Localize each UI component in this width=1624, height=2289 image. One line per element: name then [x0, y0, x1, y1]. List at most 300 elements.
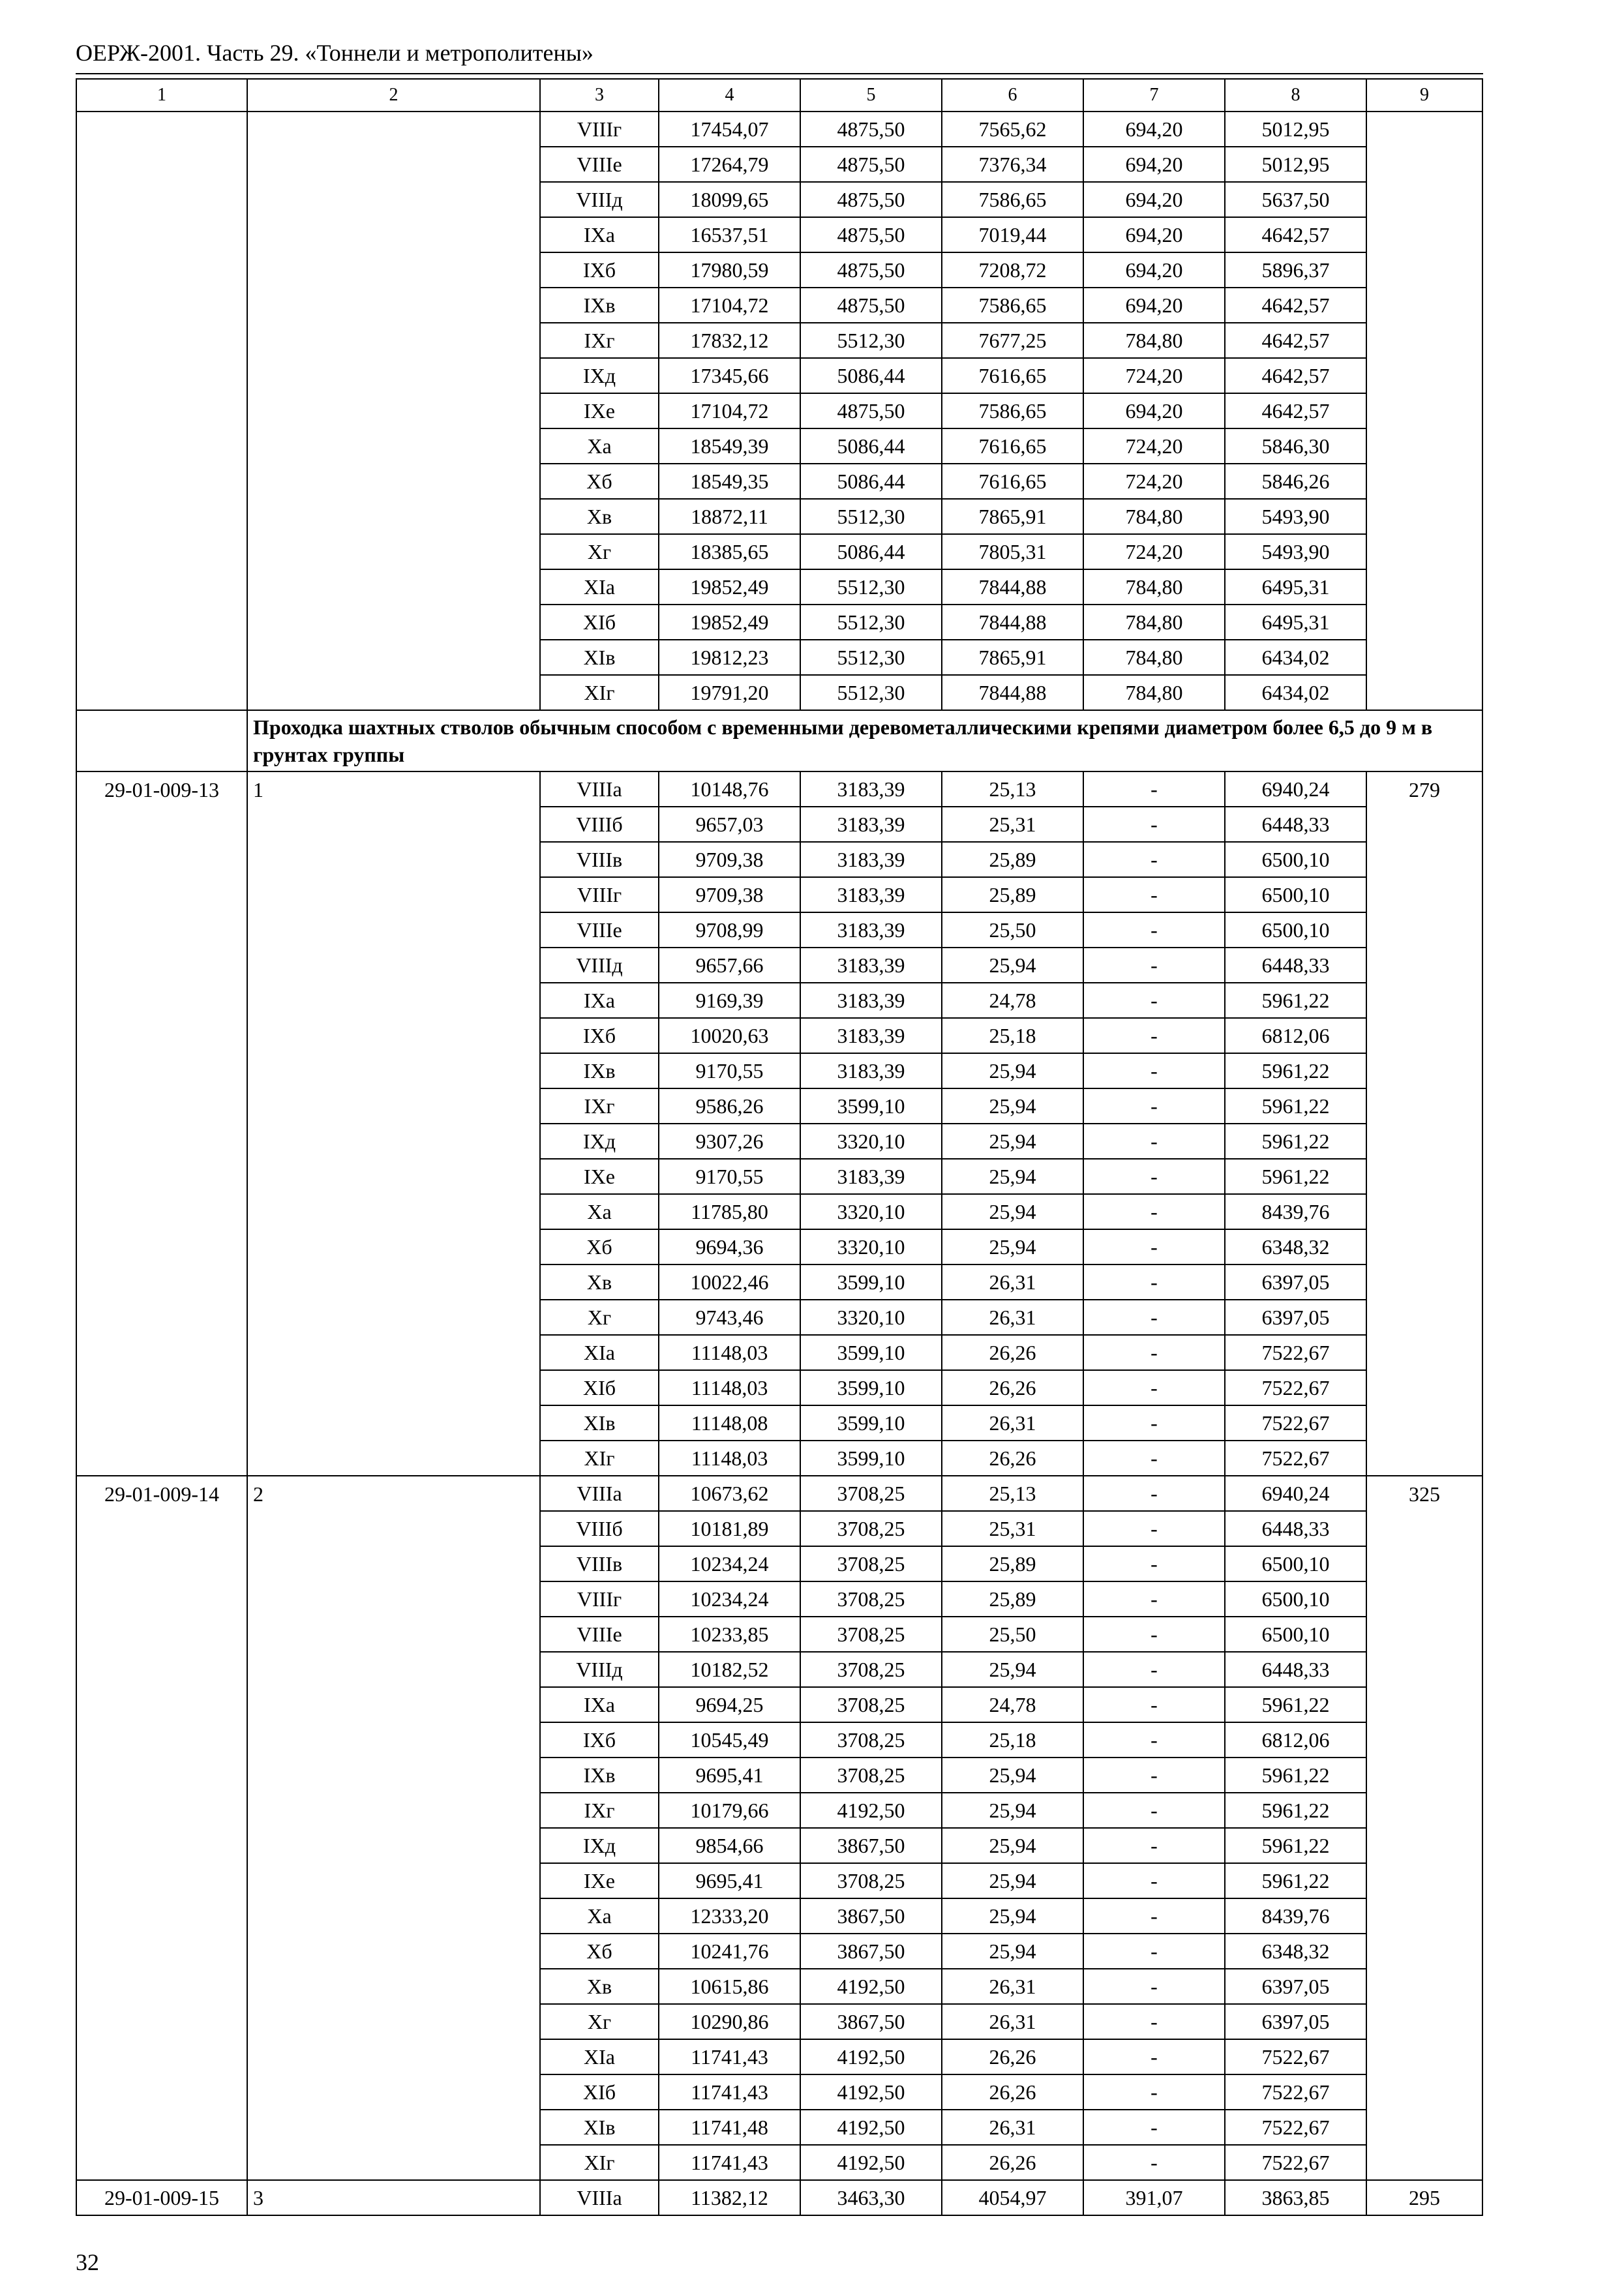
- value-col8: 6495,31: [1225, 605, 1366, 640]
- empty-cell: [1366, 1335, 1482, 1370]
- empty-cell: [1366, 2145, 1482, 2180]
- value-col7: 784,80: [1083, 569, 1225, 605]
- empty-cell: [76, 2004, 247, 2039]
- value-col8: 5493,90: [1225, 534, 1366, 569]
- value-col4: 9709,38: [659, 842, 800, 877]
- value-col8: 4642,57: [1225, 358, 1366, 393]
- empty-cell: [247, 112, 540, 147]
- value-col5: 4875,50: [800, 112, 942, 147]
- soil-group: VIIIд: [540, 948, 659, 983]
- soil-group: Xб: [540, 1934, 659, 1969]
- empty-cell: [1366, 1687, 1482, 1722]
- value-col6: 7019,44: [942, 217, 1083, 252]
- value-col6: 7616,65: [942, 464, 1083, 499]
- soil-group: IXа: [540, 1687, 659, 1722]
- value-col8: 7522,67: [1225, 1441, 1366, 1476]
- column-number: 5: [800, 79, 942, 112]
- value-col5: 5512,30: [800, 605, 942, 640]
- soil-group: XIа: [540, 2039, 659, 2074]
- value-col4: 9586,26: [659, 1088, 800, 1124]
- value-col4: 10179,66: [659, 1793, 800, 1828]
- empty-cell: [1366, 288, 1482, 323]
- value-col8: 6348,32: [1225, 1229, 1366, 1264]
- empty-cell: [1366, 428, 1482, 464]
- empty-cell: [1366, 807, 1482, 842]
- table-row: [76, 569, 1482, 605]
- empty-cell: [76, 1300, 247, 1335]
- empty-cell: [76, 1124, 247, 1159]
- rates-table: [76, 78, 1483, 2216]
- table-row: [76, 1124, 1482, 1159]
- value-col5: 4875,50: [800, 252, 942, 288]
- empty-cell: [76, 428, 247, 464]
- value-col4: 18549,39: [659, 428, 800, 464]
- empty-cell: [247, 1159, 540, 1194]
- table-row: [76, 1194, 1482, 1229]
- soil-group: IXб: [540, 1018, 659, 1053]
- value-col5: 3183,39: [800, 948, 942, 983]
- soil-group: VIIIв: [540, 842, 659, 877]
- soil-group: XIа: [540, 1335, 659, 1370]
- column-number: 6: [942, 79, 1083, 112]
- empty-cell: [1366, 2074, 1482, 2110]
- empty-cell: [247, 499, 540, 534]
- empty-cell: [1366, 2039, 1482, 2074]
- value-col7: -: [1083, 1405, 1225, 1441]
- empty-cell: [76, 710, 247, 771]
- empty-cell: [247, 1934, 540, 1969]
- soil-group: IXе: [540, 393, 659, 428]
- empty-cell: [1366, 1053, 1482, 1088]
- value-col4: 18872,11: [659, 499, 800, 534]
- value-col7: -: [1083, 1511, 1225, 1546]
- empty-cell: [1366, 1722, 1482, 1758]
- empty-cell: [76, 1793, 247, 1828]
- empty-cell: [76, 534, 247, 569]
- value-col7: 694,20: [1083, 147, 1225, 182]
- value-col7: -: [1083, 1898, 1225, 1934]
- empty-cell: [247, 1546, 540, 1581]
- empty-cell: [247, 147, 540, 182]
- value-col8: 6500,10: [1225, 1581, 1366, 1617]
- empty-cell: [1366, 534, 1482, 569]
- empty-cell: [1366, 1546, 1482, 1581]
- empty-cell: [247, 1863, 540, 1898]
- table-row: [76, 2180, 1482, 2215]
- empty-cell: [76, 912, 247, 948]
- value-col5: 3708,25: [800, 1546, 942, 1581]
- empty-cell: [247, 358, 540, 393]
- value-col8: 6940,24: [1225, 771, 1366, 807]
- table-row: [76, 147, 1482, 182]
- table-row: [76, 1863, 1482, 1898]
- value-col4: 9743,46: [659, 1300, 800, 1335]
- empty-cell: [247, 2110, 540, 2145]
- table-row: [76, 842, 1482, 877]
- empty-cell: [1366, 877, 1482, 912]
- value-col5: 3183,39: [800, 1159, 942, 1194]
- table-row: [76, 2145, 1482, 2180]
- value-col4: 17264,79: [659, 147, 800, 182]
- soil-group: VIIIб: [540, 807, 659, 842]
- empty-cell: [76, 182, 247, 217]
- empty-cell: [247, 2004, 540, 2039]
- empty-cell: [76, 1194, 247, 1229]
- empty-cell: [1366, 640, 1482, 675]
- value-col8: 6448,33: [1225, 807, 1366, 842]
- value-col5: 3320,10: [800, 1300, 942, 1335]
- empty-cell: [247, 1229, 540, 1264]
- empty-cell: [1366, 1898, 1482, 1934]
- value-col6: 25,94: [942, 1229, 1083, 1264]
- value-col4: 11148,03: [659, 1370, 800, 1405]
- value-col4: 10234,24: [659, 1546, 800, 1581]
- value-col7: -: [1083, 1159, 1225, 1194]
- value-col7: -: [1083, 1687, 1225, 1722]
- value-col4: 9307,26: [659, 1124, 800, 1159]
- column-number: 7: [1083, 79, 1225, 112]
- value-col8: 5846,30: [1225, 428, 1366, 464]
- empty-cell: [1366, 1159, 1482, 1194]
- value-col4: 18549,35: [659, 464, 800, 499]
- empty-cell: [247, 1969, 540, 2004]
- empty-cell: [1366, 1088, 1482, 1124]
- section-title-row: [76, 710, 1482, 771]
- value-col4: 17345,66: [659, 358, 800, 393]
- value-col5: 3183,39: [800, 912, 942, 948]
- empty-cell: [76, 393, 247, 428]
- soil-group: IXб: [540, 252, 659, 288]
- value-col5: 3867,50: [800, 1898, 942, 1934]
- value-col6: 25,50: [942, 912, 1083, 948]
- value-col7: -: [1083, 877, 1225, 912]
- value-col8: 6500,10: [1225, 1617, 1366, 1652]
- value-col4: 19791,20: [659, 675, 800, 710]
- value-col5: 3708,25: [800, 1511, 942, 1546]
- empty-cell: [76, 1617, 247, 1652]
- table-row: [76, 1476, 1482, 1511]
- value-col7: -: [1083, 1018, 1225, 1053]
- value-col4: 10020,63: [659, 1018, 800, 1053]
- value-col6: 25,31: [942, 1511, 1083, 1546]
- value-col4: 19852,49: [659, 569, 800, 605]
- value-col6: 26,26: [942, 2039, 1083, 2074]
- value-col7: 784,80: [1083, 323, 1225, 358]
- value-col5: 3708,25: [800, 1476, 942, 1511]
- value-col8: 6812,06: [1225, 1018, 1366, 1053]
- value-col7: -: [1083, 1300, 1225, 1335]
- value-col5: 5086,44: [800, 534, 942, 569]
- soil-group: XIв: [540, 640, 659, 675]
- empty-cell: [247, 675, 540, 710]
- value-col5: 3183,39: [800, 983, 942, 1018]
- soil-group: IXа: [540, 217, 659, 252]
- value-col8: 6397,05: [1225, 1300, 1366, 1335]
- empty-cell: [247, 2145, 540, 2180]
- empty-cell: [247, 842, 540, 877]
- value-col5: 3320,10: [800, 1124, 942, 1159]
- value-col6: 25,94: [942, 1159, 1083, 1194]
- empty-cell: [1366, 182, 1482, 217]
- value-col4: 19852,49: [659, 605, 800, 640]
- empty-cell: [1366, 499, 1482, 534]
- table-row: [76, 112, 1482, 147]
- empty-cell: [1366, 358, 1482, 393]
- empty-cell: [76, 807, 247, 842]
- table-row: [76, 1828, 1482, 1863]
- empty-cell: [76, 948, 247, 983]
- value-col6: 25,94: [942, 1124, 1083, 1159]
- value-col7: -: [1083, 1652, 1225, 1687]
- value-col7: -: [1083, 1863, 1225, 1898]
- column-number-row: [76, 79, 1482, 112]
- empty-cell: [76, 1652, 247, 1687]
- value-col6: 26,26: [942, 2074, 1083, 2110]
- value-col6: 7844,88: [942, 569, 1083, 605]
- section-title: Проходка шахтных стволов обычным способом с временными деревометаллическими крепями диаметром более 6,5 до 9 м в грунтах группы: [247, 710, 1482, 771]
- value-col4: 11382,12: [659, 2180, 800, 2215]
- value-col6: 7844,88: [942, 675, 1083, 710]
- value-col6: 25,18: [942, 1722, 1083, 1758]
- value-col6: 25,89: [942, 877, 1083, 912]
- empty-cell: [76, 1159, 247, 1194]
- value-col6: 25,94: [942, 1652, 1083, 1687]
- empty-cell: [76, 2110, 247, 2145]
- table-row: [76, 1088, 1482, 1124]
- value-col5: 4875,50: [800, 393, 942, 428]
- empty-cell: [76, 358, 247, 393]
- empty-cell: [247, 288, 540, 323]
- table-row: [76, 1617, 1482, 1652]
- value-col6: 7844,88: [942, 605, 1083, 640]
- table-row: [76, 640, 1482, 675]
- value-col7: -: [1083, 1441, 1225, 1476]
- value-col9: 279: [1366, 771, 1482, 807]
- empty-cell: [247, 2074, 540, 2110]
- soil-group: VIIIг: [540, 112, 659, 147]
- empty-cell: [247, 428, 540, 464]
- value-col8: 5961,22: [1225, 1053, 1366, 1088]
- table-row: [76, 1969, 1482, 2004]
- empty-cell: [76, 112, 247, 147]
- empty-cell: [247, 877, 540, 912]
- empty-cell: [1366, 1581, 1482, 1617]
- value-col4: 17104,72: [659, 393, 800, 428]
- empty-cell: [247, 1124, 540, 1159]
- value-col5: 3320,10: [800, 1194, 942, 1229]
- empty-cell: [76, 1053, 247, 1088]
- empty-cell: [1366, 948, 1482, 983]
- value-col4: 11148,08: [659, 1405, 800, 1441]
- soil-group: Xа: [540, 1194, 659, 1229]
- table-row: [76, 1159, 1482, 1194]
- value-col7: -: [1083, 983, 1225, 1018]
- value-col8: 5961,22: [1225, 1828, 1366, 1863]
- table-row: [76, 393, 1482, 428]
- soil-group: VIIIг: [540, 877, 659, 912]
- value-col7: -: [1083, 1194, 1225, 1229]
- value-col6: 7565,62: [942, 112, 1083, 147]
- empty-cell: [247, 1300, 540, 1335]
- table-row: [76, 1264, 1482, 1300]
- empty-cell: [1366, 1934, 1482, 1969]
- empty-cell: [1366, 2110, 1482, 2145]
- value-col4: 9694,36: [659, 1229, 800, 1264]
- soil-group: XIг: [540, 2145, 659, 2180]
- soil-group: IXг: [540, 323, 659, 358]
- empty-cell: [1366, 1793, 1482, 1828]
- value-col7: -: [1083, 2074, 1225, 2110]
- empty-cell: [247, 252, 540, 288]
- empty-cell: [76, 640, 247, 675]
- column-number: 4: [659, 79, 800, 112]
- empty-cell: [1366, 147, 1482, 182]
- value-col5: 3463,30: [800, 2180, 942, 2215]
- value-col8: 6500,10: [1225, 877, 1366, 912]
- empty-cell: [1366, 464, 1482, 499]
- empty-cell: [247, 1370, 540, 1405]
- value-col4: 10545,49: [659, 1722, 800, 1758]
- value-col5: 5512,30: [800, 569, 942, 605]
- empty-cell: [247, 2039, 540, 2074]
- soil-group: Xг: [540, 1300, 659, 1335]
- empty-cell: [1366, 1405, 1482, 1441]
- empty-cell: [76, 1511, 247, 1546]
- value-col4: 11148,03: [659, 1335, 800, 1370]
- value-col5: 3708,25: [800, 1617, 942, 1652]
- value-col4: 9657,66: [659, 948, 800, 983]
- value-col5: 5086,44: [800, 358, 942, 393]
- empty-cell: [247, 1581, 540, 1617]
- value-col7: -: [1083, 1124, 1225, 1159]
- empty-cell: [1366, 1124, 1482, 1159]
- value-col6: 7586,65: [942, 182, 1083, 217]
- value-col8: 3863,85: [1225, 2180, 1366, 2215]
- value-col4: 11741,43: [659, 2039, 800, 2074]
- soil-group: Xа: [540, 1898, 659, 1934]
- value-col6: 25,18: [942, 1018, 1083, 1053]
- table-row: [76, 948, 1482, 983]
- value-col8: 7522,67: [1225, 2145, 1366, 2180]
- value-col7: -: [1083, 1934, 1225, 1969]
- empty-cell: [76, 1335, 247, 1370]
- value-col4: 9695,41: [659, 1758, 800, 1793]
- empty-cell: [76, 1405, 247, 1441]
- value-col7: -: [1083, 1335, 1225, 1370]
- empty-cell: [247, 1405, 540, 1441]
- value-col4: 17980,59: [659, 252, 800, 288]
- value-col6: 25,94: [942, 948, 1083, 983]
- value-col8: 7522,67: [1225, 2074, 1366, 2110]
- value-col4: 16537,51: [659, 217, 800, 252]
- table-row: [76, 1053, 1482, 1088]
- value-col8: 6500,10: [1225, 842, 1366, 877]
- value-col8: 5637,50: [1225, 182, 1366, 217]
- value-col5: 3599,10: [800, 1088, 942, 1124]
- value-col6: 25,94: [942, 1194, 1083, 1229]
- row-index: 3: [247, 2180, 540, 2215]
- soil-group: VIIIа: [540, 771, 659, 807]
- value-col6: 25,13: [942, 771, 1083, 807]
- value-col5: 3320,10: [800, 1229, 942, 1264]
- table-row: [76, 358, 1482, 393]
- value-col7: 724,20: [1083, 534, 1225, 569]
- row-index: 1: [247, 771, 540, 807]
- table-row: [76, 182, 1482, 217]
- value-col6: 25,94: [942, 1793, 1083, 1828]
- value-col8: 5961,22: [1225, 1687, 1366, 1722]
- value-col7: -: [1083, 1722, 1225, 1758]
- value-col4: 9170,55: [659, 1053, 800, 1088]
- value-col8: 7522,67: [1225, 2110, 1366, 2145]
- empty-cell: [1366, 2004, 1482, 2039]
- value-col4: 11741,43: [659, 2145, 800, 2180]
- soil-group: VIIIб: [540, 1511, 659, 1546]
- value-col7: -: [1083, 2039, 1225, 2074]
- soil-group: IXв: [540, 1053, 659, 1088]
- table-row: [76, 1722, 1482, 1758]
- row-index: 2: [247, 1476, 540, 1511]
- empty-cell: [1366, 675, 1482, 710]
- value-col6: 25,94: [942, 1934, 1083, 1969]
- value-col8: 5961,22: [1225, 1758, 1366, 1793]
- value-col6: 25,94: [942, 1828, 1083, 1863]
- empty-cell: [247, 1722, 540, 1758]
- empty-cell: [1366, 1370, 1482, 1405]
- value-col8: 5012,95: [1225, 112, 1366, 147]
- table-row: [76, 1687, 1482, 1722]
- value-col4: 10233,85: [659, 1617, 800, 1652]
- value-col4: 11785,80: [659, 1194, 800, 1229]
- value-col5: 4875,50: [800, 217, 942, 252]
- value-col7: -: [1083, 1476, 1225, 1511]
- empty-cell: [76, 842, 247, 877]
- value-col8: 5961,22: [1225, 1159, 1366, 1194]
- value-col4: 9708,99: [659, 912, 800, 948]
- value-col4: 9695,41: [659, 1863, 800, 1898]
- empty-cell: [1366, 393, 1482, 428]
- value-col8: 4642,57: [1225, 393, 1366, 428]
- value-col7: 724,20: [1083, 464, 1225, 499]
- soil-group: IXд: [540, 1124, 659, 1159]
- empty-cell: [1366, 1194, 1482, 1229]
- value-col4: 18099,65: [659, 182, 800, 217]
- value-col9: 295: [1366, 2180, 1482, 2215]
- empty-cell: [76, 288, 247, 323]
- empty-cell: [247, 1018, 540, 1053]
- value-col4: 11741,48: [659, 2110, 800, 2145]
- value-col7: 724,20: [1083, 358, 1225, 393]
- value-col8: 7522,67: [1225, 1405, 1366, 1441]
- empty-cell: [76, 605, 247, 640]
- empty-cell: [247, 1687, 540, 1722]
- empty-cell: [76, 1758, 247, 1793]
- value-col4: 12333,20: [659, 1898, 800, 1934]
- empty-cell: [76, 252, 247, 288]
- table-row: [76, 1546, 1482, 1581]
- empty-cell: [247, 1898, 540, 1934]
- value-col6: 25,94: [942, 1898, 1083, 1934]
- soil-group: IXв: [540, 1758, 659, 1793]
- soil-group: IXб: [540, 1722, 659, 1758]
- value-col4: 11741,43: [659, 2074, 800, 2110]
- empty-cell: [247, 182, 540, 217]
- value-col6: 25,94: [942, 1088, 1083, 1124]
- value-col5: 3599,10: [800, 1335, 942, 1370]
- value-col8: 7522,67: [1225, 1335, 1366, 1370]
- value-col7: -: [1083, 1229, 1225, 1264]
- value-col8: 5896,37: [1225, 252, 1366, 288]
